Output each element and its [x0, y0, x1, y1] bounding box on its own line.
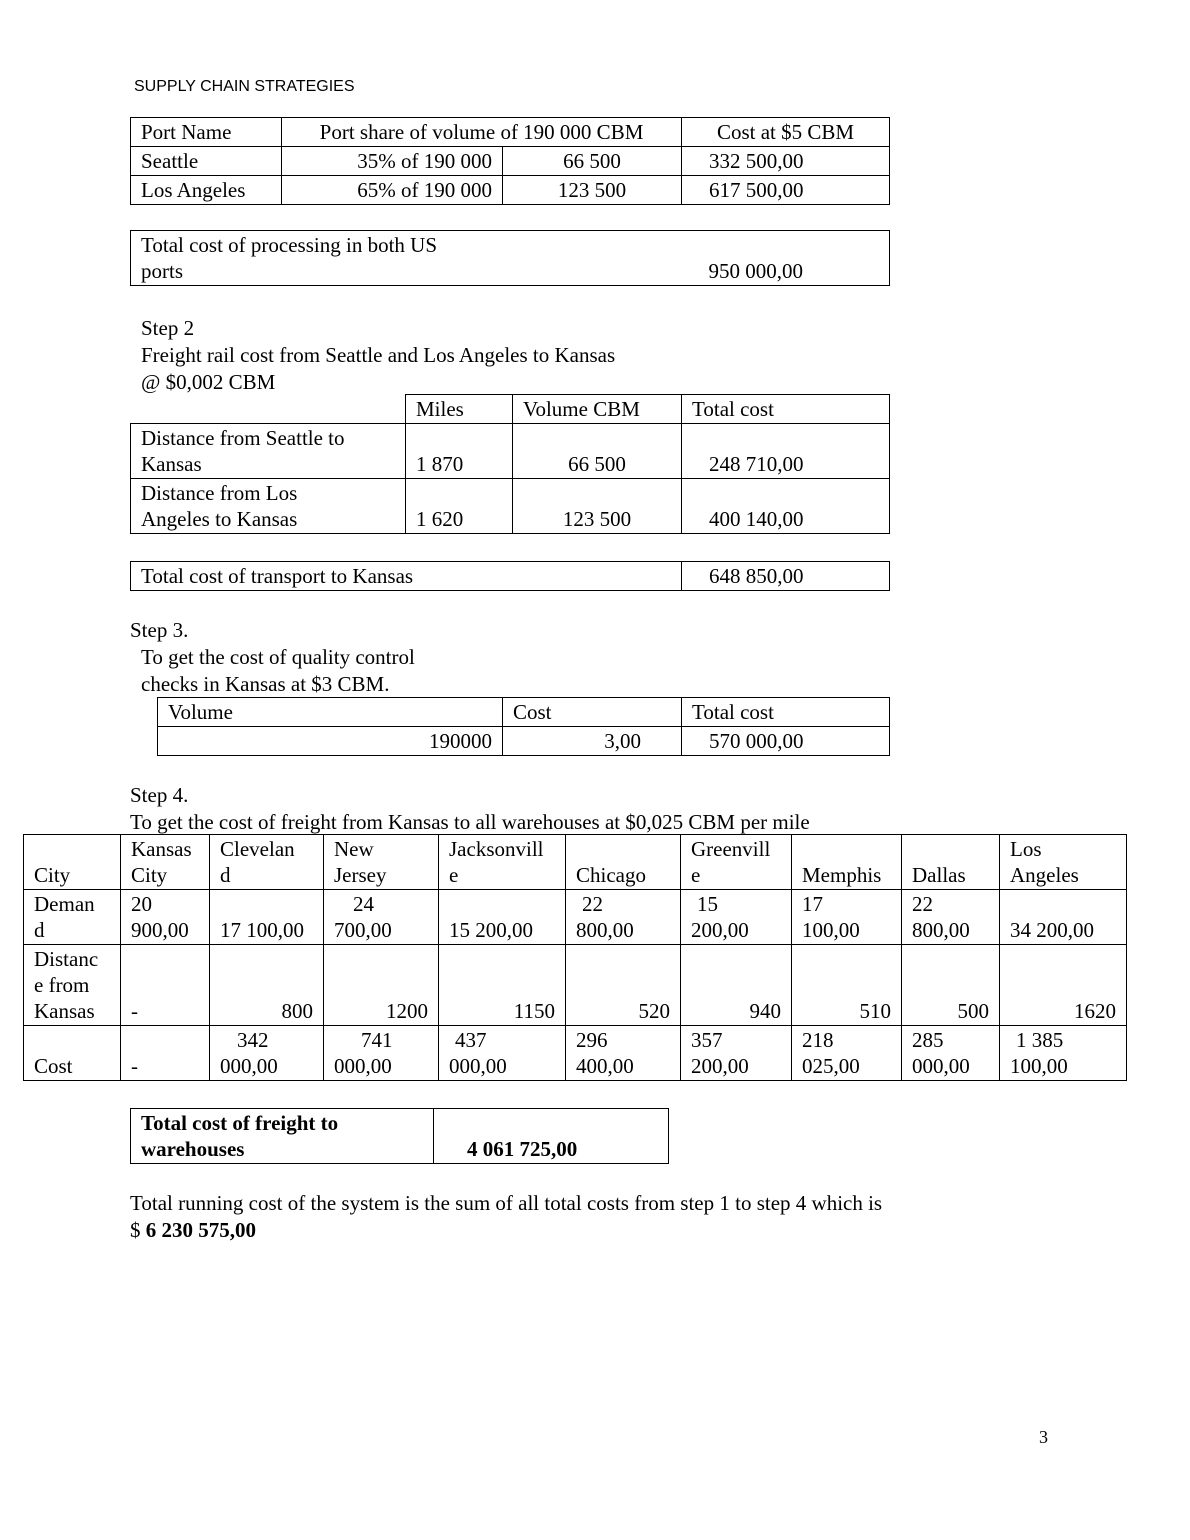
- cost-cell: 357 200,00: [681, 1026, 792, 1081]
- port-share: 65% of 190 000: [282, 176, 503, 205]
- step3-desc-line1: To get the cost of quality control: [141, 645, 415, 669]
- transport-total-value: 648 850,00: [682, 562, 890, 591]
- warehouse-total-label: Total cost of freight to warehouses: [131, 1109, 434, 1164]
- demand-cell: 22 800,00: [902, 890, 1000, 945]
- city-cell: Clevelan d: [210, 835, 324, 890]
- row-label-demand: Deman d: [24, 890, 121, 945]
- route-volume: 123 500: [513, 479, 682, 534]
- running-header: SUPPLY CHAIN STRATEGIES: [134, 78, 355, 95]
- distance-cell: 1620: [1000, 945, 1127, 1026]
- route-miles: 1 870: [406, 424, 513, 479]
- step3-title: Step 3.: [130, 618, 189, 642]
- distance-cell: 1150: [439, 945, 566, 1026]
- city-cell: Kansas City: [121, 835, 210, 890]
- cost-cell: 218 025,00: [792, 1026, 902, 1081]
- cost-cell: 296 400,00: [566, 1026, 681, 1081]
- port-volume: 123 500: [503, 176, 682, 205]
- processing-total-table: [130, 230, 890, 286]
- route-total: 400 140,00: [682, 479, 890, 534]
- table-row: [131, 176, 890, 205]
- cost-cell: -: [121, 1026, 210, 1081]
- header-volume: Volume CBM: [513, 395, 682, 424]
- rail-cost-table: [130, 394, 890, 534]
- warehouse-total-table: [130, 1108, 669, 1164]
- table-header-row: [158, 698, 890, 727]
- qc-cost: 3,00: [503, 727, 682, 756]
- city-cell: Dallas: [902, 835, 1000, 890]
- table-row: [131, 479, 890, 534]
- row-label-city: City: [24, 835, 121, 890]
- qc-volume: 190000: [158, 727, 503, 756]
- quality-control-table: [157, 697, 890, 756]
- table-header-row: [131, 118, 890, 147]
- city-cell: Jacksonvill e: [439, 835, 566, 890]
- port-name: Los Angeles: [131, 176, 282, 205]
- processing-total-value: 950 000,00: [682, 231, 890, 286]
- header-port-name: Port Name: [131, 118, 282, 147]
- row-label-distance: Distanc e from Kansas: [24, 945, 121, 1026]
- distance-cell: 520: [566, 945, 681, 1026]
- step4-title: Step 4.: [130, 783, 189, 807]
- cost-cell: 741 000,00: [324, 1026, 439, 1081]
- city-cell: New Jersey: [324, 835, 439, 890]
- demand-cell: 15 200,00: [681, 890, 792, 945]
- processing-total-label: Total cost of processing in both US ports: [131, 231, 682, 286]
- step3-desc-line2: checks in Kansas at $3 CBM.: [141, 672, 390, 696]
- port-share-table: [130, 117, 890, 205]
- port-share: 35% of 190 000: [282, 147, 503, 176]
- demand-cell: 17 100,00: [210, 890, 324, 945]
- port-volume: 66 500: [503, 147, 682, 176]
- demand-row: [24, 890, 1127, 945]
- transport-total-label: Total cost of transport to Kansas: [131, 562, 682, 591]
- header-port-share: Port share of volume of 190 000 CBM: [282, 118, 682, 147]
- city-row: [24, 835, 1127, 890]
- route-volume: 66 500: [513, 424, 682, 479]
- table-row: [131, 147, 890, 176]
- route-miles: 1 620: [406, 479, 513, 534]
- port-name: Seattle: [131, 147, 282, 176]
- distance-cell: -: [121, 945, 210, 1026]
- distance-cell: 510: [792, 945, 902, 1026]
- cost-row: [24, 1026, 1127, 1081]
- header-cost: Cost: [503, 698, 682, 727]
- port-cost: 617 500,00: [682, 176, 890, 205]
- page-number: 3: [1039, 1427, 1048, 1447]
- row-label-cost: Cost: [24, 1026, 121, 1081]
- table-row: [158, 727, 890, 756]
- summary-total: $ 6 230 575,00: [130, 1218, 256, 1242]
- step2-desc-line2: @ $0,002 CBM: [141, 370, 276, 394]
- port-cost: 332 500,00: [682, 147, 890, 176]
- step4-desc: To get the cost of freight from Kansas to all warehouses at $0,025 CBM per mile: [130, 810, 810, 834]
- city-cell: Chicago: [566, 835, 681, 890]
- header-volume: Volume: [158, 698, 503, 727]
- cost-cell: 285 000,00: [902, 1026, 1000, 1081]
- demand-cell: 24 700,00: [324, 890, 439, 945]
- demand-cell: 17 100,00: [792, 890, 902, 945]
- grand-total-value: 6 230 575,00: [145, 1218, 256, 1242]
- city-cell: Memphis: [792, 835, 902, 890]
- warehouse-total-value: 4 061 725,00: [434, 1109, 669, 1164]
- demand-cell: 22 800,00: [566, 890, 681, 945]
- cost-cell: 342 000,00: [210, 1026, 324, 1081]
- summary-line1: Total running cost of the system is the sum of all total costs from step 1 to step 4 which is: [130, 1191, 883, 1215]
- cost-cell: 437 000,00: [439, 1026, 566, 1081]
- header-total-cost: Total cost: [682, 698, 890, 727]
- distance-cell: 800: [210, 945, 324, 1026]
- qc-total: 570 000,00: [682, 727, 890, 756]
- demand-cell: 34 200,00: [1000, 890, 1127, 945]
- distance-cell: 500: [902, 945, 1000, 1026]
- distance-cell: 940: [681, 945, 792, 1026]
- city-cell: Greenvill e: [681, 835, 792, 890]
- step2-desc-line1: Freight rail cost from Seattle and Los Angeles to Kansas: [141, 343, 616, 367]
- distance-row: [24, 945, 1127, 1026]
- header-miles: Miles: [406, 395, 513, 424]
- cost-cell: 1 385 100,00: [1000, 1026, 1127, 1081]
- city-cell: Los Angeles: [1000, 835, 1127, 890]
- table-row: [131, 424, 890, 479]
- distance-cell: 1200: [324, 945, 439, 1026]
- warehouse-freight-table: [23, 834, 1127, 1081]
- header-total-cost: Total cost: [682, 395, 890, 424]
- demand-cell: 15 200,00: [439, 890, 566, 945]
- route-total: 248 710,00: [682, 424, 890, 479]
- table-header-row: [131, 395, 890, 424]
- transport-total-table: [130, 561, 890, 591]
- step2-title: Step 2: [141, 316, 195, 340]
- route-label: Distance from Seattle to Kansas: [131, 424, 406, 479]
- demand-cell: 20 900,00: [121, 890, 210, 945]
- route-label: Distance from Los Angeles to Kansas: [131, 479, 406, 534]
- header-cost: Cost at $5 CBM: [682, 118, 890, 147]
